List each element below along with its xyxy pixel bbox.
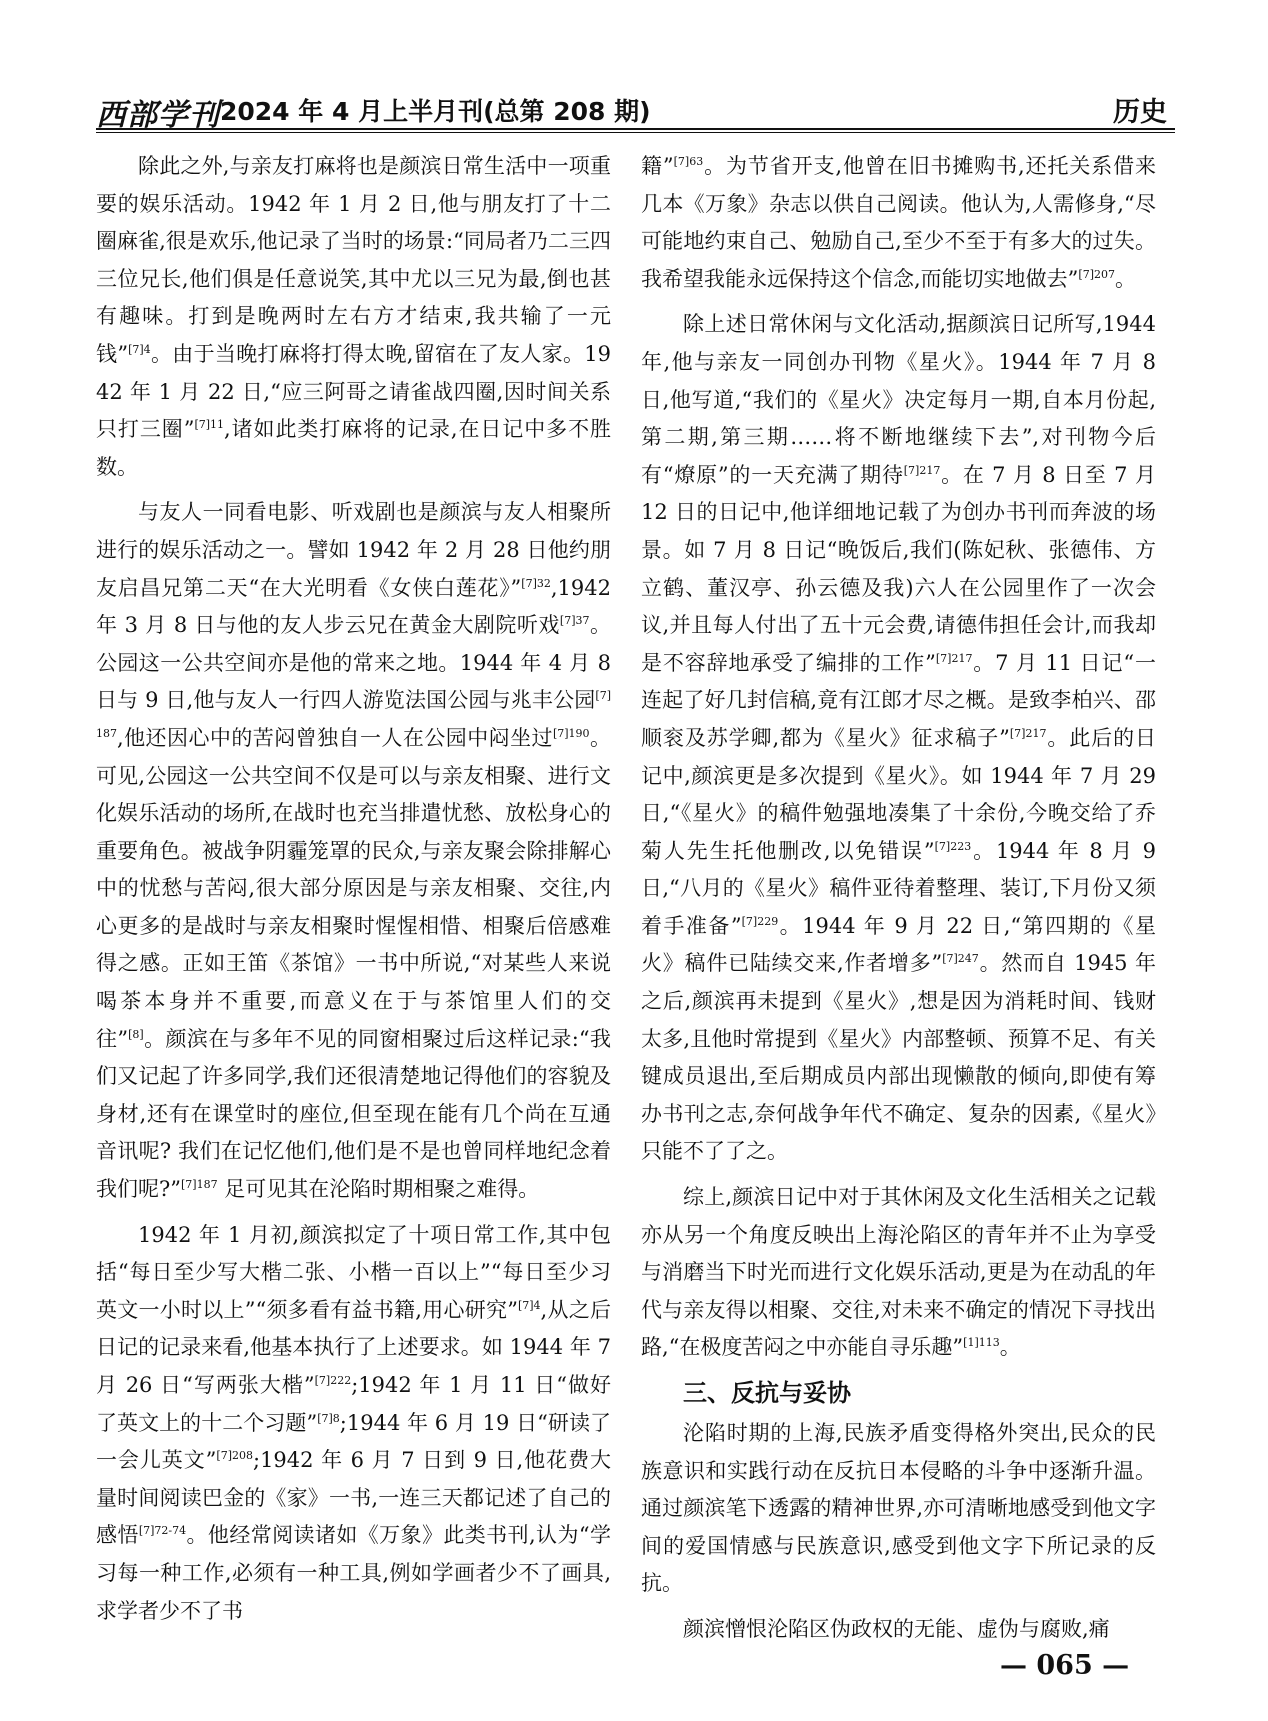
citation-marker: [7]187 bbox=[96, 689, 611, 740]
citation-marker: [7]187 bbox=[181, 1178, 218, 1192]
section-title: 历史 bbox=[1113, 97, 1167, 128]
header-rule-thin bbox=[96, 132, 1175, 133]
citation-marker: [7]190 bbox=[552, 726, 590, 740]
paragraph: 颜滨憎恨沦陷区伪政权的无能、虚伪与腐败,痛 bbox=[683, 1616, 1110, 1641]
header-rule bbox=[96, 128, 1175, 130]
citation-marker: [7]207 bbox=[1078, 267, 1115, 281]
citation-marker: [7]247 bbox=[942, 952, 979, 966]
citation-marker: [7]208 bbox=[216, 1449, 253, 1463]
journal-logo: 西部学刊 bbox=[96, 98, 220, 133]
citation-marker: [7]37 bbox=[559, 614, 590, 628]
paragraph: 除上述日常休闲与文化活动,据颜滨日记所写,1944 年,他与亲友一同创办刊物《星火》。1944 年 7 月 8 日,他写道,“我们的《星火》决定每月一期,自本月份起,第二期,第三期……将不断地继续下去”,对刊物今后有“燎原”的一天充满了期待$^{[7]217}$。在 7 月 8 日至 7 月 12 日的日记中,他详细地记载了为创办书刊而奔波的场景。如 7 月 8 日记“晚饭后,我们(陈妃秋、张德伟、方立鹤、董汉亭、孙云德及我)六人在公园里作了一次会议,并且每人付出了五十元会费,请德伟担任会计,而我却是不容辞地承受了编排的工作”$^{[7]217}$。7 月 11 日记“一连起了好几封信稿,竟有江郎才尽之概。是致李柏兴、邵顺衮及苏学卿,都为《星火》征求稿子”$^{[7]217}$。此后的日记中,颜滨更是多次提到《星火》。如 1944 年 7 月 29 日,“《星火》的稿件勉强地凑集了十余份,今晚交给了乔菊人先生托他删改,以免错误”$^{[7]223}$。1944 年 8 月 9 日,“八月的《星火》稿件亚待着整理、装订,下月份又须着手准备”$^{[7]229}$。1944 年 9 月 22 日,“第四期的《星火》稿件已陆续交来,作者增多”$^{[7]247}$。然而自 1945 年之后,颜滨再未提到《星火》,想是因为消耗时间、钱财太多,且他时常提到《星火》内部整顿、预算不足、有关键成员退出,至后期成员内部出现懒散的倾向,即使有筹办书刊之志,奈何战争年代不确定、复杂的因素,《星火》只能不了了之。 bbox=[641, 312, 1156, 1164]
paragraph: 与友人一同看电影、听戏剧也是颜滨与友人相聚所进行的娱乐活动之一。譬如 1942 年 2 月 28 日他约朋友启昌兄第二天“在大光明看《女侠白莲花》”$^{[7]32}$,1942 年 3 月 8 日与他的友人步云兄在黄金大剧院听戏$^{[7]37}$。公园这一公共空间亦是他的常来之地。1944 年 4 月 8 日与 9 日,他与友人一行四人游览法国公园与兆丰公园$^{[7]187}$,他还因心中的苦闷曾独自一人在公园中闷坐过$^{[7]190}$。可见,公园这一公共空间不仅是可以与亲友相聚、进行文化娱乐活动的场所,在战时也充当排遣忧愁、放松身心的重要角色。被战争阴霾笼罩的民众,与亲友聚会除排解心中的忧愁与苦闷,很大部分原因是与亲友相聚、交往,内心更多的是战时与亲友相聚时惺惺相惜、相聚后倍感难得之感。正如王笛《茶馆》一书中所说,“对某些人来说喝茶本身并不重要,而意义在于与茶馆里人们的交往”[8]。颜滨在与多年不见的同窗相聚过后这样记录:“我们又记起了许多同学,我们还很清楚地记得他们的容貌及身材,还有在课堂时的座位,但至现在能有几个尚在互通音讯呢? 我们在记忆他们,他们是不是也曾同样地纪念着我们呢?”$^{[7]187}$ 足可见其在沦陷时期相聚之难得。 bbox=[96, 500, 611, 1202]
citation-marker: [7]8 bbox=[317, 1411, 340, 1425]
citation-marker: [7]72-74 bbox=[138, 1524, 187, 1538]
left-column bbox=[96, 148, 611, 1630]
section-heading: 三、反抗与妥协 bbox=[683, 1379, 851, 1407]
citation-marker: [7]63 bbox=[673, 155, 704, 168]
paragraph: 除此之外,与亲友打麻将也是颜滨日常生活中一项重要的娱乐活动。1942 年 1 月 2 日,他与朋友打了十二圈麻雀,很是欢乐,他记录了当时的场景:“同局者乃二三四三位兄长,他们俱是任意说笑,其中尤以三兄为最,倒也甚有趣味。打到是晚两时左右方才结束,我共输了一元钱”$^{[7]4}$。由于当晚打麻将打得太晚,留宿在了友人家。1942 年 1 月 22 日,“应三阿哥之请雀战四圈,因时间关系只打三圈”$^{[7]11}$,诸如此类打麻将的记录,在日记中多不胜数。 bbox=[96, 154, 611, 479]
citation-marker: [7]217 bbox=[1009, 726, 1047, 740]
citation-marker: [7]217 bbox=[935, 651, 973, 665]
running-header bbox=[96, 84, 1175, 134]
page-number: — 065 — bbox=[1000, 1650, 1130, 1681]
citation-marker: [7]11 bbox=[194, 418, 225, 432]
citation-marker: [7]222 bbox=[314, 1374, 352, 1387]
citation-marker: [7]229 bbox=[741, 914, 779, 928]
citation-marker: [7]223 bbox=[934, 839, 972, 853]
citation-marker: [7]32 bbox=[521, 576, 551, 590]
citation-marker: [7]4 bbox=[517, 1298, 541, 1312]
citation-marker: [7]217 bbox=[903, 463, 941, 477]
paragraph: 籍”$^{[7]63}$。为节省开支,他曾在旧书摊购书,还托关系借来几本《万象》杂志以供自己阅读。他认为,人需修身,“尽可能地约束自己、勉励自己,至少不至于有多大的过失。我希望我能永远保持这个信念,而能切实地做去”$^{[7]207}$。 bbox=[641, 154, 1156, 291]
paragraph: 沦陷时期的上海,民族矛盾变得格外突出,民众的民族意识和实践行动在反抗日本侵略的斗争中逐渐升温。通过颜滨笔下透露的精神世界,亦可清晰地感受到他文字间的爱国情感与民族意识,感受到他文字下所记录的反抗。 bbox=[641, 1421, 1156, 1596]
citation-marker: [1]113 bbox=[963, 1336, 1000, 1350]
right-column bbox=[641, 148, 1156, 1649]
paragraph: 1942 年 1 月初,颜滨拟定了十项日常工作,其中包括“每日至少写大楷二张、小楷一百以上”“每日至少习英文一小时以上”“须多看有益书籍,用心研究”$^{[7]4}$,从之后日记的记录来看,他基本执行了上述要求。如 1944 年 7 月 26 日“写两张大楷”$^{[7]222}$;1942 年 1 月 11 日“做好了英文上的十二个习题”$^{[7]8}$;1944 年 6 月 19 日“研读了一会儿英文”$^{[7]208}$;1942 年 6 月 7 日到 9 日,他花费大量时间阅读巴金的《家》一书,一连三天都记述了自己的感悟$^{[7]72-74}$。他经常阅读诸如《万象》此类书刊,认为“学习每一种工作,必须有一种工具,例如学画者少不了画具,求学者少不了书 bbox=[96, 1222, 611, 1623]
citation-marker: [7]4 bbox=[128, 342, 151, 356]
paragraph: 综上,颜滨日记中对于其休闲及文化生活相关之记载亦从另一个角度反映出上海沦陷区的青年并不止为享受与消磨当下时光而进行文化娱乐活动,更是为在动乱的年代与亲友得以相聚、交往,对未来不确定的情况下寻找出路,“在极度苦闷之中亦能自寻乐趣”$^{[1]113}$。 bbox=[641, 1185, 1156, 1360]
issue-info: 2024 年 4 月上半月刊(总第 208 期) bbox=[220, 97, 651, 126]
citation-marker: [8] bbox=[128, 1027, 144, 1041]
